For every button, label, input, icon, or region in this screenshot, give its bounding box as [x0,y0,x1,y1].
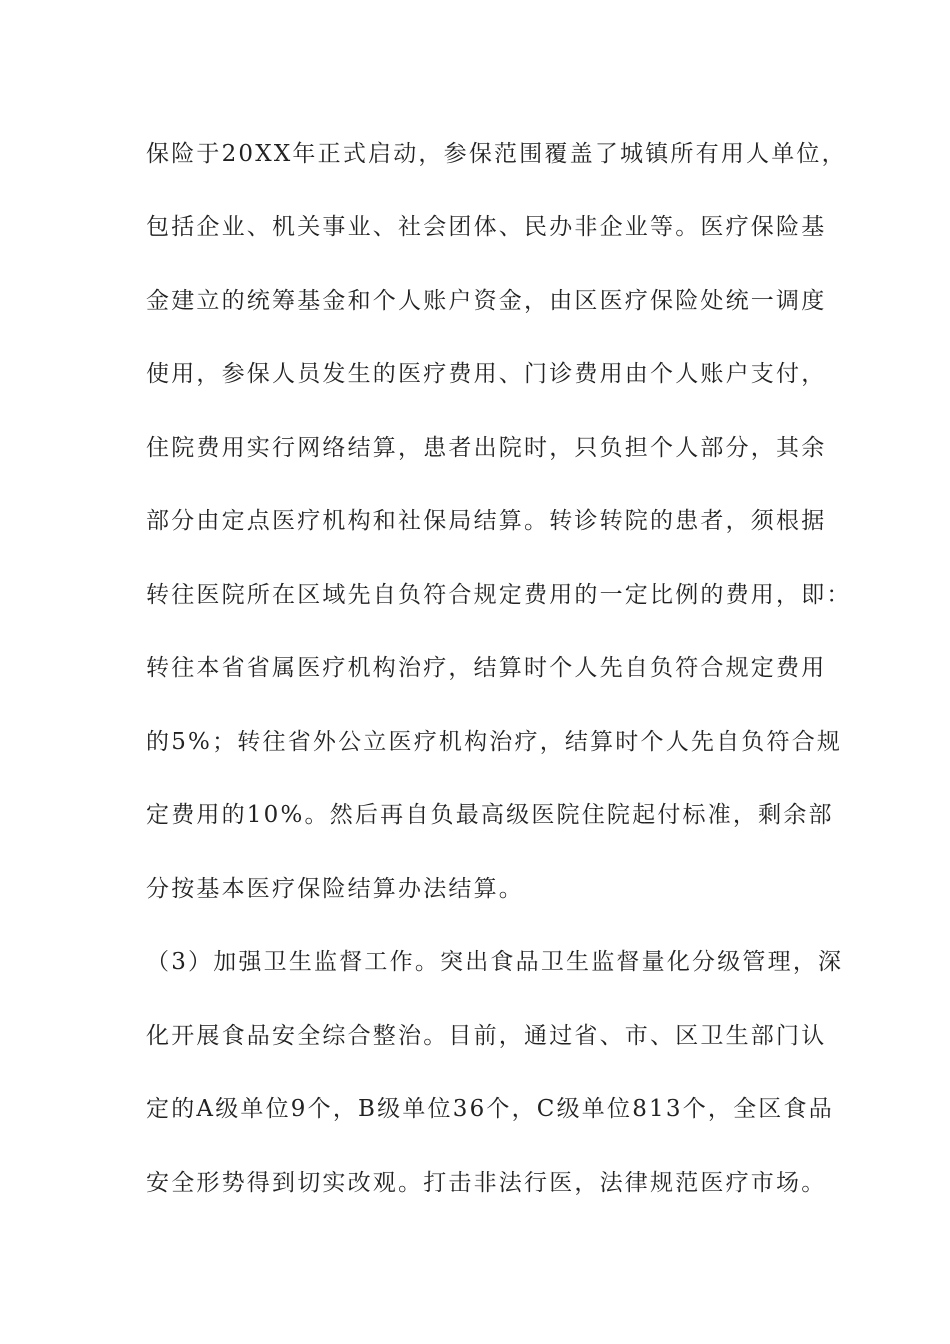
text-line: 部分由定点医疗机构和社保局结算。转诊转院的患者，须根据 [146,508,827,534]
text-line: 住院费用实行网络结算，患者出院时，只负担个人部分，其余 [146,435,827,461]
text-line: 金建立的统筹基金和个人账户资金，由区医疗保险处统一调度 [146,288,827,314]
text-line: 安全形势得到切实改观。打击非法行医，法律规范医疗市场。 [146,1170,827,1196]
text-line: 转往本省省属医疗机构治疗，结算时个人先自负符合规定费用 [146,655,827,681]
text-line: 包括企业、机关事业、社会团体、民办非企业等。医疗保险基 [146,214,827,240]
text-line: 化开展食品安全综合整治。目前，通过省、市、区卫生部门认 [146,1023,827,1049]
text-line: 分按基本医疗保险结算办法结算。 [146,876,524,902]
text-line: 转往医院所在区域先自负符合规定费用的一定比例的费用，即： [146,582,852,608]
text-line: 的5%；转往省外公立医疗机构治疗，结算时个人先自负符合规 [146,729,843,755]
text-line: 定费用的10%。然后再自负最高级医院住院起付标准，剩余部 [146,802,834,828]
text-line: 保险于20XX年正式启动，参保范围覆盖了城镇所有用人单位， [146,141,847,167]
text-line: 使用，参保人员发生的医疗费用、门诊费用由个人账户支付， [146,361,827,387]
text-line: 定的A级单位9个，B级单位36个，C级单位813个，全区食品 [146,1096,834,1122]
text-line: （3）加强卫生监督工作。突出食品卫生监督量化分级管理，深 [146,949,844,975]
